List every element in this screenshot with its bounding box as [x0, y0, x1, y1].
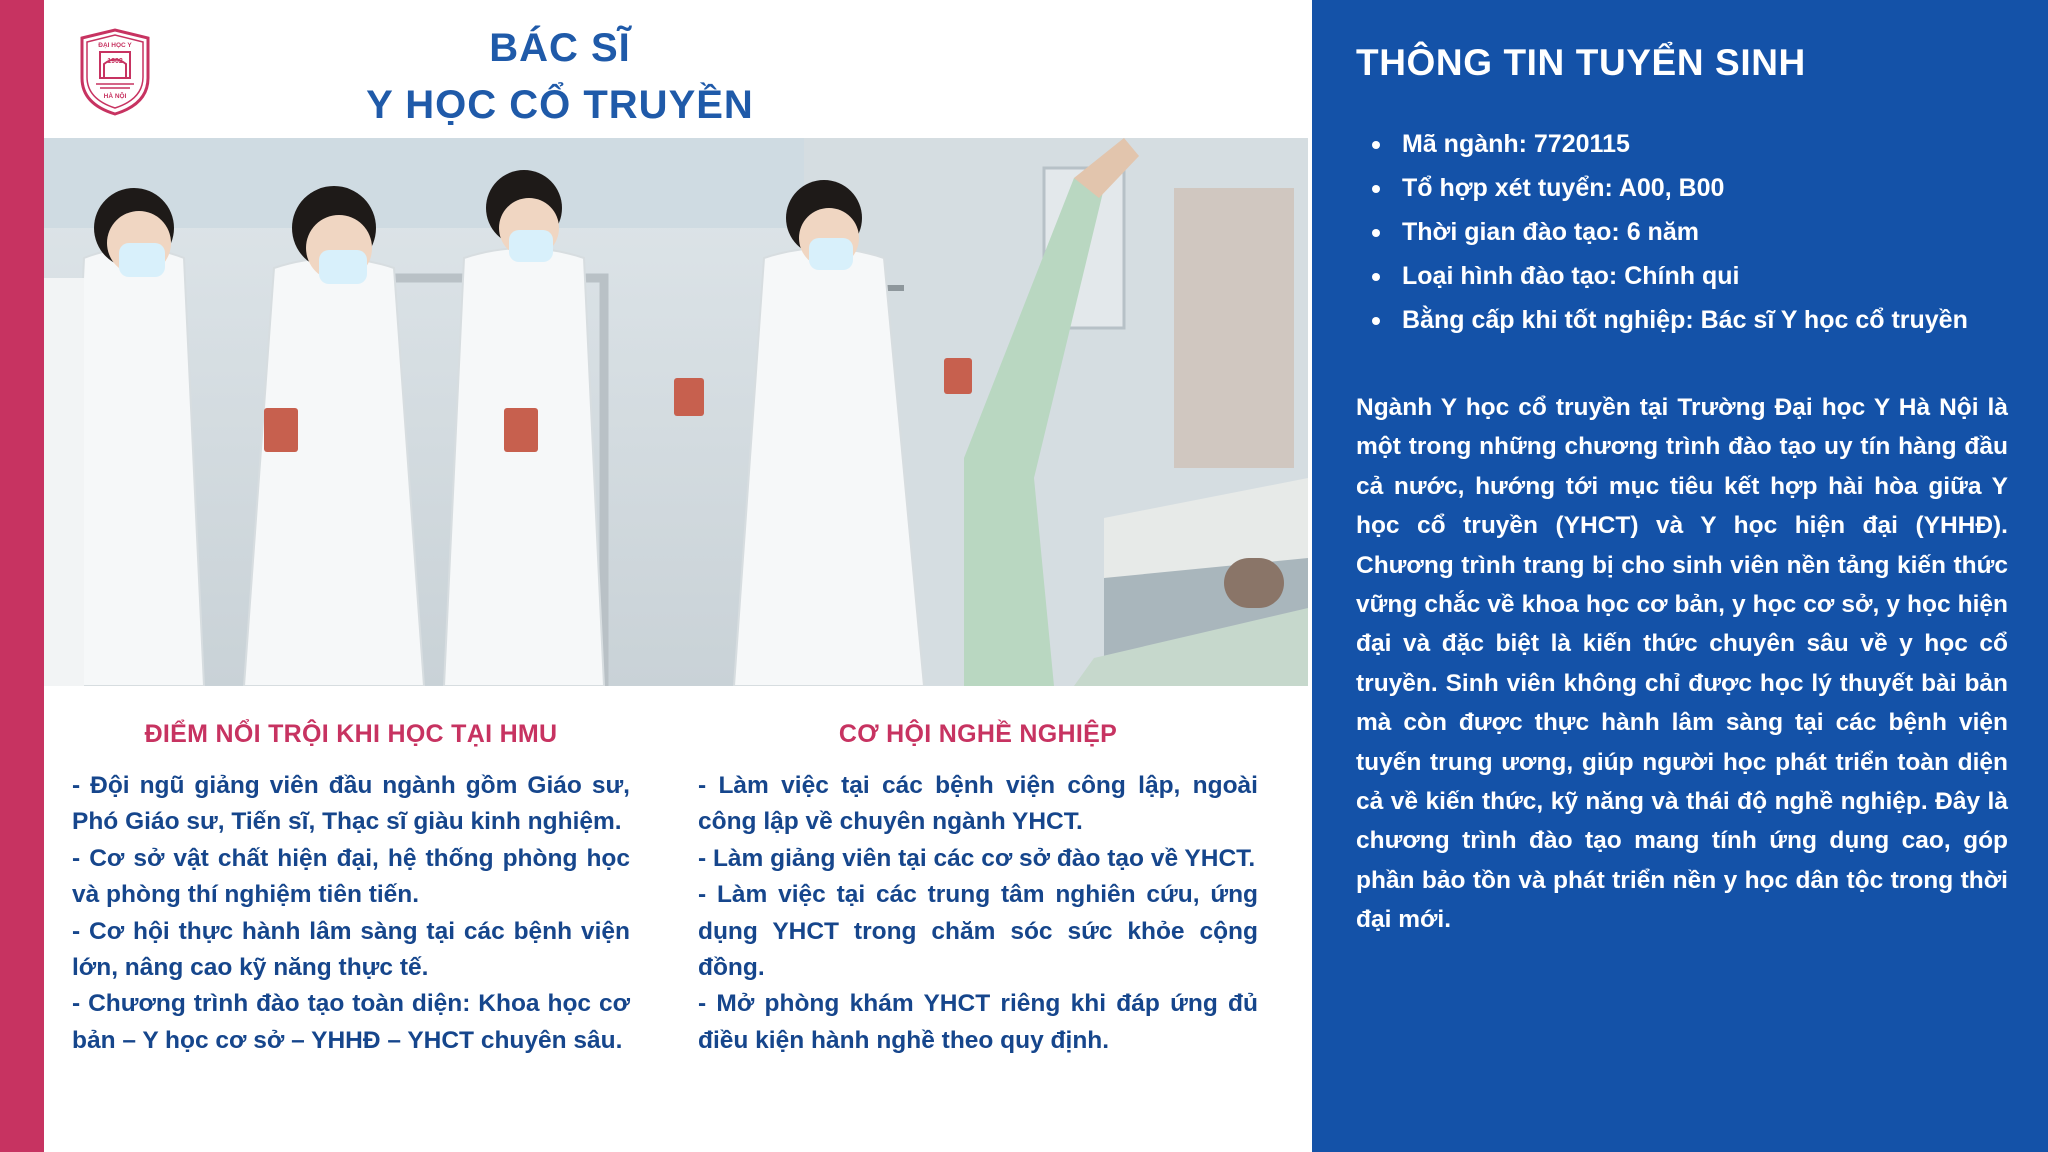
highlight-item: - Đội ngũ giảng viên đầu ngành gồm Giáo sư, Phó Giáo sư, Tiến sĩ, Thạc sĩ giàu kinh nghiệm.: [72, 772, 630, 836]
admission-item: Thời gian đào tạo: 6 năm: [1356, 210, 1968, 254]
admission-item: Tổ hợp xét tuyển: A00, B00: [1356, 166, 1968, 210]
hospital-ward-photo: [44, 138, 1308, 686]
page-title: [300, 20, 820, 134]
admission-item: Bằng cấp khi tốt nghiệp: Bác sĩ Y học cổ truyền: [1356, 298, 1968, 342]
admission-panel: [1312, 0, 2048, 1152]
highlight-item: - Cơ sở vật chất hiện đại, hệ thống phòng học và phòng thí nghiệm tiên tiến.: [72, 844, 630, 909]
highlights-heading: ĐIỂM NỔI TRỘI KHI HỌC TẠI HMU: [144, 720, 558, 748]
admission-title: THÔNG TIN TUYỂN SINH: [1356, 42, 1806, 83]
admission-description: Ngành Y học cổ truyền tại Trường Đại học Y Hà Nội là một trong những chương trình đào tạo uy tín hàng đầu cả nước, hướng tới mục tiêu kết hợp hài hòa giữa Y học cổ truyền (YHCT) và Y học hiện đại (YHHĐ). Chương trình trang bị cho sinh viên nền tảng kiến thức vững chắc về khoa học cơ bản, y học cơ sở, y học hiện đại và đặc biệt là kiến thức chuyên sâu về y học cổ truyền. Sinh viên không chỉ được học lý thuyết bài bản mà còn được thực hành lâm sàng tại các bệnh viện tuyến trung ương, giúp người học phát triển toàn diện cả về kiến thức, kỹ năng và thái độ nghề nghiệp. Đây là chương trình đào tạo mang tính ứng dụng cao, góp phần bảo tồn và phát triển nền y học dân tộc trong thời đại mới.: [1356, 394, 2008, 934]
logo-text-bottom: HÀ NỘI: [103, 93, 127, 100]
page-title-line2: Y HỌC CỔ TRUYỀN: [366, 83, 754, 127]
highlight-item: - Chương trình đào tạo toàn diện: Khoa học cơ bản – Y học cơ sở – YHHĐ – YHCT chuyên sâu.: [72, 990, 630, 1054]
left-accent-stripe: [0, 0, 44, 1152]
career-item: - Làm việc tại các trung tâm nghiên cứu, ứng dụng YHCT trong chăm sóc sức khỏe cộng đồng.: [698, 881, 1258, 982]
logo-year: 1902: [107, 58, 123, 65]
admission-item: Mã ngành: 7720115: [1356, 122, 1968, 166]
careers-section: [698, 716, 1258, 1059]
logo-text-top: ĐẠI HỌC Y: [98, 42, 132, 49]
careers-heading: CƠ HỘI NGHỀ NGHIỆP: [838, 720, 1118, 748]
career-item: - Mở phòng khám YHCT riêng khi đáp ứng đủ điều kiện hành nghề theo quy định.: [698, 990, 1258, 1054]
highlight-item: - Cơ hội thực hành lâm sàng tại các bệnh viện lớn, nâng cao kỹ năng thực tế.: [72, 917, 630, 982]
hmu-shield-logo-icon: [74, 28, 156, 116]
career-item: - Làm việc tại các bệnh viện công lập, ngoài công lập về chuyên ngành YHCT.: [698, 772, 1258, 836]
photo-illustration: [44, 138, 1308, 686]
page-title-line1: BÁC SĨ: [489, 26, 631, 70]
career-item: - Làm giảng viên tại các cơ sở đào tạo về YHCT.: [698, 844, 1256, 872]
admission-item: Loại hình đào tạo: Chính qui: [1356, 254, 1968, 298]
admission-list: [1356, 122, 1968, 342]
highlights-section: [72, 716, 630, 1059]
